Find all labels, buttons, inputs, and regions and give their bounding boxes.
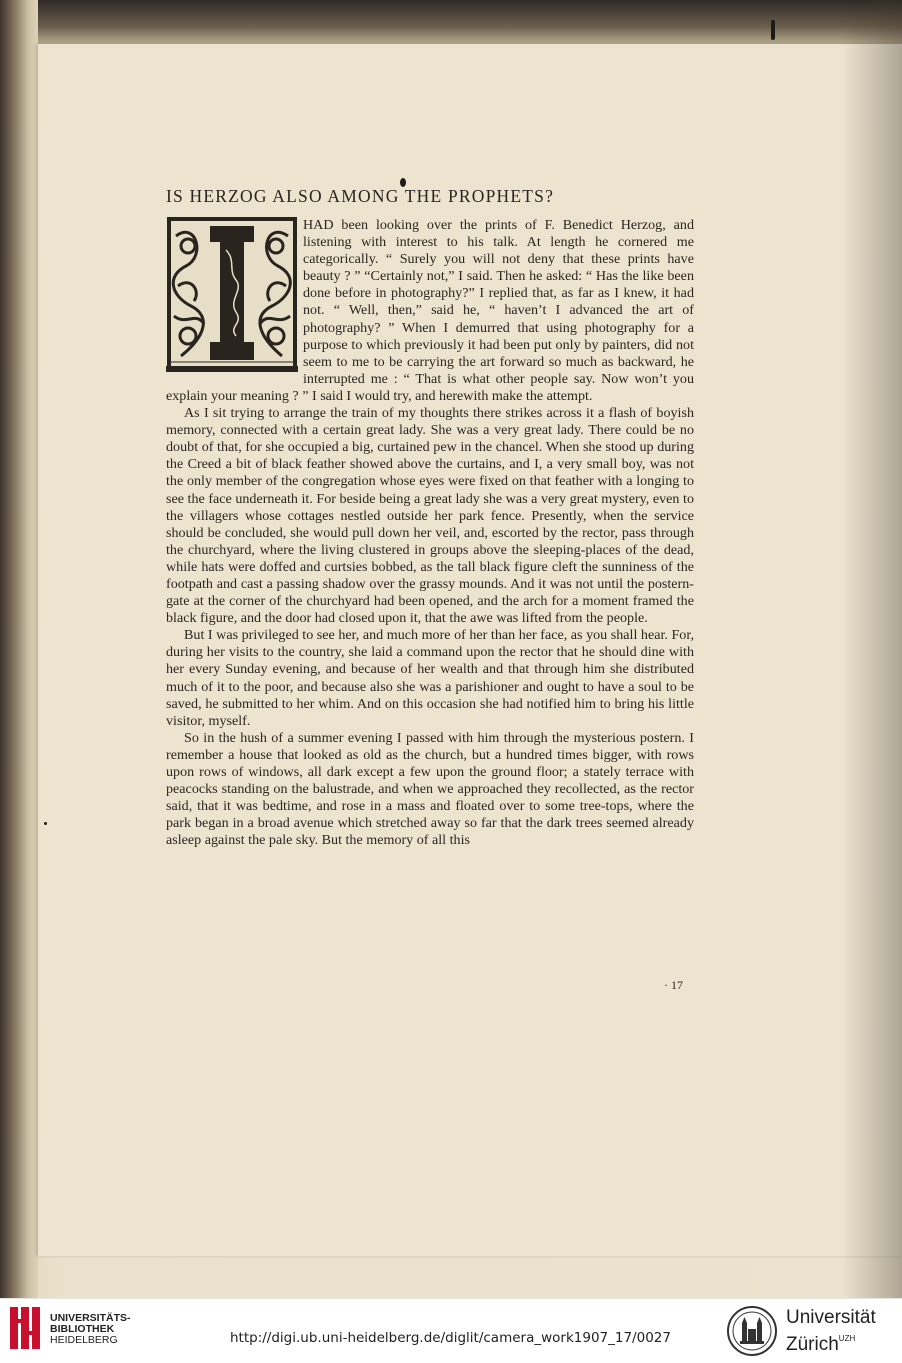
scan-right-shadow — [842, 0, 902, 1298]
library-line-2: BIBLIOTHEK — [50, 1323, 115, 1335]
library-line-1: UNIVERSITÄTS- — [50, 1312, 131, 1324]
page-speck — [771, 20, 775, 40]
paragraph: But I was privileged to see her, and much more of her than her face, as you shall hear. For, during her visits to the country, she laid a command upon the rector that he should dine with her every Sunday evening, and because of her wealth and that through him she distributed much of it to the poor, and because also she was a parishioner and ought to have a soul to be saved, he submitted to her whim. And on this occasion she had notified him to bring his little visitor, myself. — [166, 627, 694, 729]
dropcap-space — [166, 217, 303, 372]
ub-heidelberg-name — [50, 1313, 131, 1346]
page-speck — [44, 822, 47, 825]
page-number-dot: · — [664, 978, 668, 992]
paragraph: As I sit trying to arrange the train of my thoughts there strikes across it a flash of boyish memory, connected with a certain great lady. She was a very great lady. There could be no doubt of that, for she occupied a big, curtained pew in the chancel. When she stood up during the Creed a bit of black feather showed above the curtains, and I, a very small boy, was not the only member of the congregation whose eyes were fixed on that feather with a longing to see the face underneath it. For beside being a great lady she was a very great mystery, even to the villagers whose cottages nestled outside her park fence. Presently, when the service should be concluded, she would pull down her veil, and, escorted by the rector, pass through the churchyard, where the living clustered in groups above the sleeping-places of the dead, while hats were doffed and curtsies bobbed, as the tall black figure cleft the sunniness of the footpath and cast a passing shadow over the grassy mounds. And it was not until the postern-gate at the corner of the churchyard had been opened, and the arch for a moment framed the black figure, and the door had closed upon it, that the awe was lifted from the people. — [166, 405, 694, 627]
page-number-value: 17 — [671, 978, 683, 992]
uzh-line-2 — [786, 1328, 876, 1355]
uzh-line-2-text: Zürich — [786, 1334, 839, 1355]
uzh-line-1: Universität — [786, 1307, 876, 1328]
uzh-seal-icon[interactable] — [726, 1305, 778, 1357]
scan-top-edge — [0, 0, 902, 44]
permalink-url[interactable]: http://digi.ub.uni-heidelberg.de/diglit/camera_work1907_17/0027 — [230, 1330, 671, 1346]
book-spine-edge — [0, 0, 38, 1298]
paragraph: So in the hush of a summer evening I passed with him through the mysterious postern. I remember a house that looked as old as the church, but a hundred times bigger, with rows upon rows of windows, all dark except a few upon the ground floor; a stately terrace with peacocks standing on the balustrade, and when we approached they recollected, as the rector said, that it was bedtime, and rose in a mass and floated over to some tree-tops, where the park began in a broad avenue which stretched away so far that the dark trees seemed already asleep against the pale sky. But the memory of all this — [166, 729, 694, 849]
article-title: IS HERZOG ALSO AMONG THE PROPHETS? — [166, 186, 555, 206]
paragraph: HAD been looking over the prints of F. Benedict Herzog, and listening with interest to his talk. At length he cornered me categorically. “ Surely you will not deny that these prints have beauty ? ” “Certainly not,” I said. Then he asked: “ Has the like been done before in photography?” I replied that, as far as I knew, it had not. “ Well, then,” said he, “ haven’t I advanced the art of photography? ” When I demurred that using photography for a purpose to which previously it had been put only by painters, did not seem to me to be carrying the art forward so much as backward, he interrupted me : “ That is what other people say. Now won’t you explain your meaning ? ” I said I would try, and herewith make the attempt. — [166, 217, 694, 404]
page-number — [664, 978, 683, 993]
uzh-name — [786, 1307, 876, 1355]
uzh-superscript: UZH — [838, 1334, 856, 1343]
ub-heidelberg-logo-icon[interactable] — [8, 1305, 42, 1351]
article-body — [166, 217, 694, 849]
library-line-3: HEIDELBERG — [50, 1334, 118, 1346]
